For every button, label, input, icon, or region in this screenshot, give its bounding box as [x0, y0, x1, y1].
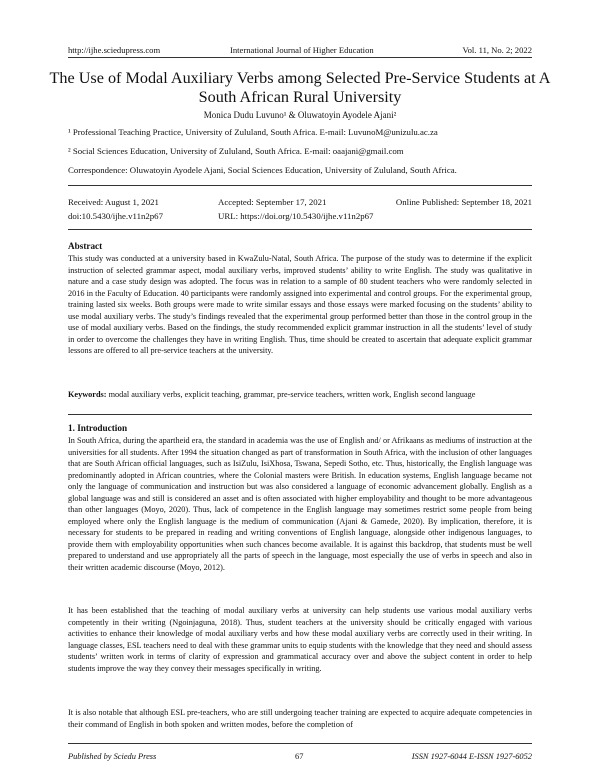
header-rule: [68, 57, 532, 58]
volume-issue: Vol. 11, No. 2; 2022: [462, 45, 532, 55]
section-heading-introduction: 1. Introduction: [68, 423, 128, 433]
doi: doi:10.5430/ijhe.v11n2p67: [68, 211, 163, 221]
affiliation-rule: [68, 185, 532, 186]
footer-rule: [68, 743, 532, 744]
accepted-date: Accepted: September 17, 2021: [218, 197, 327, 207]
abstract-heading: Abstract: [68, 241, 103, 251]
keywords: [68, 389, 532, 401]
journal-url[interactable]: http://ijhe.sciedupress.com: [68, 45, 161, 55]
author-list: Monica Dudu Luvuno¹ & Oluwatoyin Ayodele Ajani²: [203, 110, 397, 120]
journal-name: International Journal of Higher Education: [230, 45, 374, 55]
paper-title: The Use of Modal Auxiliary Verbs among Selected Pre-Service Students at A South African Rural University: [49, 69, 551, 106]
intro-paragraph-1: In South Africa, during the apartheid era, the standard in academia was the use of English and/ or Afrikaans as mediums of instruction at the universities for all students. After 1994 the situation changed as part of transformation in South Africa, with the inclusion of other languages that are South African official languages, such as IsiZulu, IsiXhosa, Tswana, Sepedi Sotho, etc. Thus, historically, the English language was predominantly adopted in African countries, where the Colonial masters were British. In education systems, English language became not only the language of communication and instruction but was also considered a language of economic advancement globally. English as a global language was and still is considered an asset and is often associated with higher employability and thought to be more advantageous than other languages (Moyo, 2020). Thus, lack of competence in the English language may sometimes restrict some people from being employed where only the English language is the medium of communication (Ajani & Gamede, 2020). By implication, therefore, it is necessary for students to be prepared in reading and writing conventions of English language, alongside other indigenous languages, to provide them with employability opportunities when such chances become available. It is against this backdrop, that students must be well prepared to understand and use appropriately all the parts of speech in the language, most especially the use of verbs in speech and also in their written academic discourse (Moyo, 2012).: [68, 436, 532, 573]
keywords-label: Keywords:: [68, 390, 107, 399]
affiliation-2: ² Social Sciences Education, University of Zululand, South Africa. E-mail: oaajani@gmail.com: [68, 146, 404, 156]
abstract-text: This study was conducted at a university based in KwaZulu-Natal, South Africa. The purpose of the study was to determine if the explicit instruction of selected grammar aspect, modal auxiliary verbs, improved students’ ability to write English. The study was qualitative in nature and a case study design was adopted. The focus was in relation to a sample of 80 student teachers who were randomly selected in 2016 in the Faculty of Education. 40 participants were randomly assigned into experimental and control groups. For the experimental group, training lasted six weeks. Both groups were made to write similar essays and those essays were marked focusing on the students’ ability to use modal auxiliary verbs. The study’s findings revealed that the experimental group performed better than those in the control group in the use of modal auxiliary verbs. Based on the findings, the study recommended explicit grammar instruction in all the students’ level of study in order to overcome the challenges they have in writing English. Thus, time should be created to ascertain that adequate explicit grammar lessons are offered to all pre-service teachers at the university.: [68, 254, 532, 356]
keywords-rule: [68, 414, 532, 415]
correspondence: Correspondence: Oluwatoyin Ayodele Ajani, Social Sciences Education, University of Zululand, South Africa.: [68, 165, 457, 175]
intro-paragraph-2: It has been established that the teaching of modal auxiliary verbs at university can help students use various modal auxiliary verbs competently in their writing (Ngoinjaguna, 2018). Thus, student teachers at the university should be critically engaged with various activities to enhance their knowledge of modal auxiliary verbs and how these modal auxiliary verbs are correctly used in their writing. In language classes, ESL teachers need to deal with these grammar units to equip students with the knowledge that they need and should assess students’ written work in terms of clarity of expression and grammatical accuracy over and above the subject content in order to help students improve the way they convey their messages specifically in writing.: [68, 606, 532, 673]
received-date: Received: August 1, 2021: [68, 197, 159, 207]
dates-rule: [68, 229, 532, 230]
doi-url[interactable]: URL: https://doi.org/10.5430/ijhe.v11n2p67: [218, 211, 374, 221]
page-number: 67: [295, 752, 304, 761]
issn: ISSN 1927-6044 E-ISSN 1927-6052: [411, 752, 532, 761]
keywords-list: modal auxiliary verbs, explicit teaching, grammar, pre-service teachers, written work, English second language: [108, 390, 476, 399]
intro-paragraph-3: It is also notable that although ESL pre-teachers, who are still undergoing teacher training are expected to acquire adequate competencies in their command of English in both spoken and written modes, before the completion of: [68, 708, 532, 729]
publisher: Published by Sciedu Press: [68, 752, 157, 761]
published-date: Online Published: September 18, 2021: [395, 197, 532, 207]
affiliation-1: ¹ Professional Teaching Practice, University of Zululand, South Africa. E-mail: LuvunoM@unizulu.ac.za: [68, 127, 438, 137]
